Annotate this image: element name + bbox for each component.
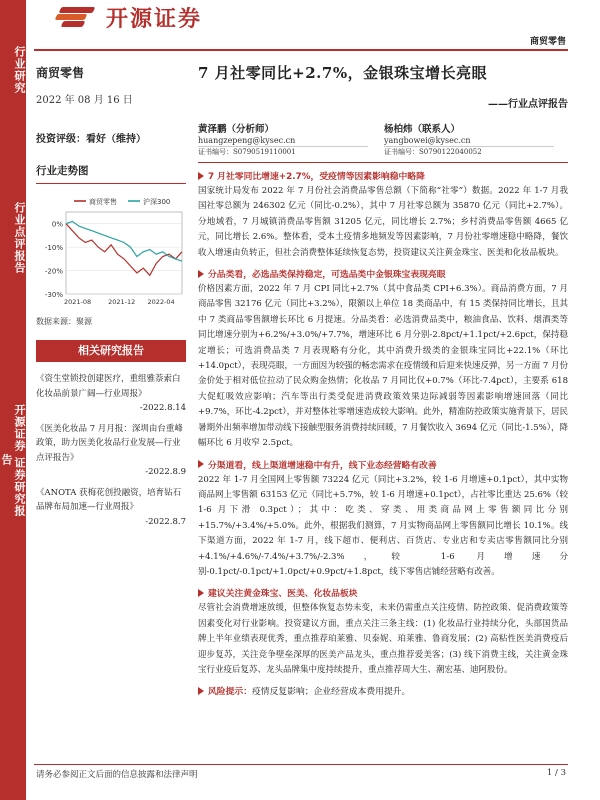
section-heading xyxy=(198,586,568,599)
trend-chart xyxy=(36,192,186,310)
related-report-date: -2022.8.9 xyxy=(145,467,186,477)
section-heading xyxy=(198,169,568,182)
report-title: 7 月社零同比+2.7%，金银珠宝增长亮眼 xyxy=(198,64,488,82)
y-tick-label: -10% xyxy=(44,244,63,253)
sidebar-label-brand: 开源证券 证券研究报告 xyxy=(0,403,26,517)
author-card xyxy=(198,124,368,158)
risk-heading-text: 风险提示： xyxy=(208,687,252,698)
sidebar-label-report-type: 行业点评报告 xyxy=(13,201,26,274)
trend-chart-svg xyxy=(36,192,186,310)
section-heading-text: 7 月社零同比增速+2.7%，受疫情等因素影响稳中略降 xyxy=(208,172,425,182)
legend-label: 沪深300 xyxy=(143,198,171,206)
related-report-title[interactable]: 《ANOTA 获梅花创投融资，培育钻石品牌布局加速—行业周报》 xyxy=(36,487,182,512)
related-reports-list xyxy=(36,372,186,529)
trend-chart-title: 行业走势图 xyxy=(36,163,186,184)
section-body: 价格因素方面，2022 年 7 月 CPI 同比+2.7%（其中食品类 CPI+6.3%）。商品消费方面，7 月商品零售 32176 亿元（同比+3.2%），限额以上单位 18 类商品中，有 15 类保持同比增长，且其中 7 类商品零售额增长环比 6 月提速。分品类看：必选消费品类中，粮油食品、饮料、烟酒类等同比增速分别为+6.2%/+3.0%/+7.7%，增速环比 6 月分别-2.8pct/+1.1pct/+2.6pct，保持稳定增长；可选消费品类 7 月表现略有分化，其中消费升级类的金银珠宝同比+22.1%（环比+14.0pct），表现亮眼，一方面因为较强的畅恋需求在疫情缓和后迎来快速反弹，另一方面 7 月份金价处于相对低位拉动了民众购金热情；化妆品 7 月同比仅+0.7%（环比-7.4pct），主要系 618 大促虹吸效应影响；汽车等出行类受促进消费政策效果边际减弱等因素影响增速回落（同比+9.7%，环比-4.2pct），并对整体社零增速造成较大影响。此外，精准防控政策实施背景下，居民暑期外出频率增加带动线下接触型服务消费持续回暖，7 月餐饮收入 3694 亿元（同比-1.5%），降幅环比 6 月收窄 2.5pct。 xyxy=(198,284,568,449)
left-column xyxy=(36,56,186,535)
section-heading-text: 建议关注黄金珠宝、医美、化妆品板块 xyxy=(208,589,358,600)
logo-text: 开源证券 xyxy=(106,6,203,32)
authors xyxy=(198,124,568,158)
author-cert: 证书编号：S0790519110001 xyxy=(198,146,368,158)
related-report-item[interactable] xyxy=(36,372,186,416)
y-tick-label: 0% xyxy=(51,220,63,229)
section-body: 尽管社会消费增速放缓，但整体恢复态势未变，未来仍需重点关注疫情、防控政策、促消费政策等因素变化对行业影响。投资建议方面，重点关注三条主线：(1) 化妆品行业持续分化，头部国货品牌上半年业绩表现优秀，重点推荐珀莱雅、贝泰妮、珀莱雅、鲁商发展；(2) 高粘性医美消费疫后迎步复苏，关注竞争壁垒深厚的医美产品龙头，重点推荐爱美客；(3) 线下消费主线，关注黄金珠宝行业疫后复苏、龙头品牌集中度持续提升，重点推荐周大生、潮宏基、迪阿股份。 xyxy=(198,603,568,675)
legend-label: 商贸零售 xyxy=(89,198,117,206)
author-cert: 证书编号：S0790122040052 xyxy=(384,146,554,158)
chart-source: 数据来源：聚源 xyxy=(36,317,92,326)
investment-rating: 投资评级：看好（维持） xyxy=(36,134,146,145)
series-line-0 xyxy=(66,224,182,276)
section-body: 国家统计局发布 2022 年 7 月份社会消费品零售总额（下简称“社零”）数据。2022 年 1-7 月我国社零总额为 246302 亿元（同比-0.2%），其中 7 月社零总额为 35870 亿元（同比+2.7%）。分地域看，7 月城镇消费品零售额 31205 亿元，同比增长 2.7%；乡村消费品零售额 4665 亿元，同比增长 2.6%。整体看，受本土疫情多地频发等因素影响，7 月份社零增速稳中略降，餐饮收入增速由负转正，但社会消费整体延续恢复态势，投资建议关注黄金珠宝、医美和化妆品板块。 xyxy=(198,186,568,258)
related-reports-button[interactable]: 相关研究报告 xyxy=(36,340,186,362)
section-body: 2022 年 1-7 月全国网上零售额 73224 亿元（同比+3.2%，较 1-6 月增速+0.1pct），其中实物商品网上零售额 63153 亿元（同比+5.7%，较 1-6 月增速+0.1pct），占社零比重达 25.6%（较 1-6 月下滑 0.3pct）；其中：吃类、穿类、用类商品网上零售额同比分别+15.7%/+3.4%/+5.0%。此外，根据我们测算，7 月实物商品网上零售额同比增长 10.1%。线下渠道方面，2022 年 1-7 月，线下超市、便利店、百货店、专业店和专卖店零售额同比分别+4.1%/+4.6%/-7.4%/+3.7%/-2.3%，较 1-6 月增速分别-0.1pct/-0.1pct/+1.0pct/+0.9pct/+1.8pct，线下零售店铺经营略有改善。 xyxy=(198,474,568,577)
risk-heading xyxy=(198,684,568,697)
page-number: 1 / 3 xyxy=(546,768,566,778)
related-report-item[interactable] xyxy=(36,486,186,530)
logo xyxy=(56,4,202,30)
header-industry-label: 商贸零售 xyxy=(529,37,566,47)
author-name: 黄泽鹏（分析师） xyxy=(198,124,275,135)
section-heading xyxy=(198,458,568,471)
related-report-item[interactable] xyxy=(36,422,186,480)
bullet-icon xyxy=(198,172,204,180)
sidebar-label-research: 行业研究 xyxy=(13,46,26,94)
section-heading xyxy=(198,267,568,280)
x-tick-label: 2021-08 xyxy=(64,298,92,306)
section-heading-text: 分渠道看，线上渠道增速稳中有升，线下业态经营略有改善 xyxy=(208,460,437,471)
author-email[interactable]: yangbowei@kysec.cn xyxy=(384,136,471,145)
author-email[interactable]: huangzepeng@kysec.cn xyxy=(198,136,296,145)
industry-name: 商贸零售 xyxy=(36,66,85,80)
logo-mark-icon xyxy=(56,6,98,28)
related-report-title[interactable]: 《资生堂锁投创建医疗，重组雅萘索白化妆品前景广阔—行业周报》 xyxy=(36,374,181,399)
related-report-date: -2022.8.14 xyxy=(139,403,186,413)
section-heading-text: 分品类看，必选品类保持稳定，可选品类中金银珠宝表现亮眼 xyxy=(208,270,446,281)
bullet-icon xyxy=(198,270,204,278)
related-report-date: -2022.8.7 xyxy=(145,516,186,527)
author-name: 杨柏炜（联系人） xyxy=(384,124,461,135)
bullet-icon xyxy=(198,687,204,695)
y-tick-label: -30% xyxy=(44,291,63,299)
footer-disclaimer: 请务必参阅正文后面的信息披露和法律声明 xyxy=(36,770,198,780)
header-divider xyxy=(34,49,568,51)
y-tick-label: -20% xyxy=(44,267,63,276)
footer-divider xyxy=(34,764,568,765)
related-report-title[interactable]: 《医美化妆品 7 月月报：深圳由台重峰政策，助力医美化妆品行业发展—行业点评报告》 xyxy=(36,423,183,463)
bullet-icon xyxy=(198,460,204,468)
risk-body: 疫情反复影响；企业经营成本费用提升。 xyxy=(252,687,411,698)
x-tick-label: 2021-12 xyxy=(108,298,136,306)
x-tick-label: 2022-04 xyxy=(147,298,175,306)
report-subtitle: ——行业点评报告 xyxy=(488,99,568,110)
report-date: 2022 年 08 月 16 日 xyxy=(36,95,133,106)
bullet-icon xyxy=(198,589,204,597)
main-column xyxy=(198,56,568,697)
authors-divider xyxy=(198,162,568,163)
author-card xyxy=(384,124,554,158)
